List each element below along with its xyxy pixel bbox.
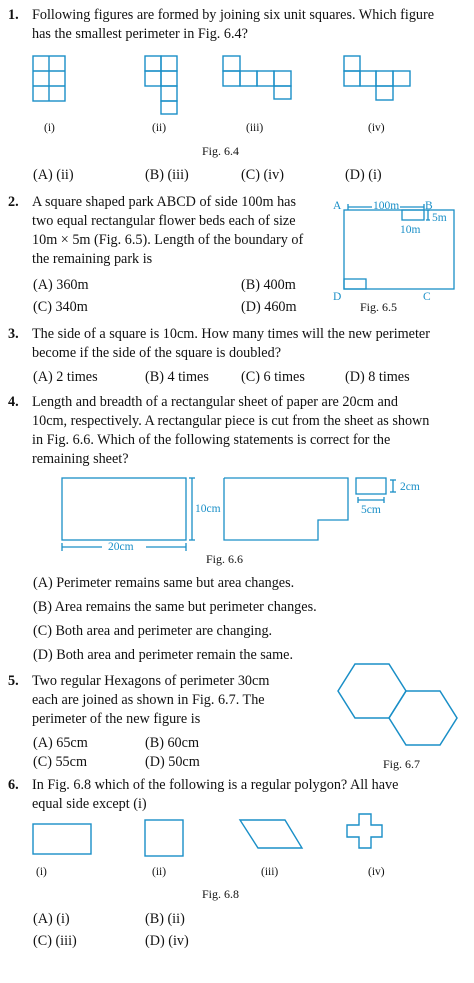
fig-6-4-caption: Fig. 6.4 [202,144,240,158]
fig-6-6-caption: Fig. 6.6 [206,552,244,566]
q4-line-3: in Fig. 6.6. Which of the following statements is correct for the [32,432,391,448]
q6-option-a[interactable]: (A) (i) [33,911,70,927]
q1-number: 1. [8,7,19,23]
q1-option-d[interactable]: (D) (i) [345,167,382,183]
q2-number: 2. [8,194,19,210]
fig-6-4-label-i: (i) [44,122,55,134]
q1-option-c[interactable]: (C) (iv) [241,167,284,183]
q3-number: 3. [8,326,19,342]
fig-6-4-iii [223,56,291,99]
fig-6-5-caption: Fig. 6.5 [360,300,398,314]
q5-line-2: each are joined as shown in Fig. 6.7. The [32,692,265,708]
fig-6-8-rectangle [33,824,91,854]
q1-line-1: Following figures are formed by joining six unit squares. Which figure [32,7,435,23]
fig-6-8-rhombus [240,820,302,848]
q5-number: 5. [8,673,19,689]
q6-number: 6. [8,777,19,793]
q4-line-1: Length and breadth of a rectangular sheet of paper are 20cm and [32,394,398,410]
q1-line-2: has the smallest perimeter in Fig. 6.4? [32,26,248,42]
fig-6-8 [0,810,474,860]
q4-option-b[interactable]: (B) Area remains the same but perimeter changes. [33,599,317,615]
fig-6-4-label-iii: (iii) [246,122,264,134]
fig-6-6-cut-height-label: 2cm [400,481,420,493]
q3-option-c[interactable]: (C) 6 times [241,369,305,385]
q2-line-1: A square shaped park ABCD of side 100m has [32,194,297,210]
fig-6-6-length-label: 20cm [108,541,134,553]
q2-line-2: two equal rectangular flower beds each of size [32,213,296,229]
q3-line-1: The side of a square is 10cm. How many times will the new perimeter [32,326,430,342]
q6-option-d[interactable]: (D) (iv) [145,933,189,949]
fig-6-8-square [145,820,183,856]
fig-6-7-caption: Fig. 6.7 [383,757,421,771]
fig-6-4-iv [344,56,410,100]
fig-6-5-bed-width: 10m [400,224,421,236]
fig-6-8-label-iii: (iii) [261,866,279,878]
q5-option-c[interactable]: (C) 55cm [33,754,87,770]
q2-line-3: 10m × 5m (Fig. 6.5). Length of the boundary of [32,232,304,248]
q5-line-3: perimeter of the new figure is [32,711,201,727]
fig-6-5-vertex-b: B [425,200,433,212]
fig-6-5-vertex-d: D [333,291,342,303]
fig-6-5 [330,198,474,318]
q2-option-d[interactable]: (D) 460m [241,299,297,315]
fig-6-4-label-ii: (ii) [152,122,167,134]
fig-6-6-cut-width-label: 5cm [361,504,381,516]
fig-6-8-caption: Fig. 6.8 [202,887,240,901]
q2-option-a[interactable]: (A) 360m [33,277,89,293]
fig-6-5-side-label: 100m [373,200,400,212]
q6-option-b[interactable]: (B) (ii) [145,911,185,927]
q5-option-b[interactable]: (B) 60cm [145,735,199,751]
fig-6-4-i [33,56,65,101]
fig-6-4-label-iv: (iv) [368,122,385,134]
q6-line-1: In Fig. 6.8 which of the following is a regular polygon? All have [32,777,399,793]
q4-line-2: 10cm, respectively. A rectangular piece is cut from the sheet as shown [32,413,430,429]
q2-line-4: the remaining park is [32,251,153,267]
q1-option-a[interactable]: (A) (ii) [33,167,74,183]
q2-option-b[interactable]: (B) 400m [241,277,296,293]
fig-6-5-vertex-a: A [333,200,342,212]
fig-6-8-label-i: (i) [36,866,47,878]
q6-option-c[interactable]: (C) (iii) [33,933,77,949]
q5-line-1: Two regular Hexagons of perimeter 30cm [32,673,270,689]
q2-option-c[interactable]: (C) 340m [33,299,88,315]
q3-option-b[interactable]: (B) 4 times [145,369,209,385]
fig-6-4-ii [145,56,177,114]
fig-6-8-label-iv: (iv) [368,866,385,878]
q6-line-2: equal side except (i) [32,796,147,812]
fig-6-5-bed-height: 5m [432,212,447,224]
fig-6-5-vertex-c: C [423,291,431,303]
fig-6-8-label-ii: (ii) [152,866,167,878]
q4-option-a[interactable]: (A) Perimeter remains same but area changes. [33,575,295,591]
fig-6-4 [0,50,474,120]
q3-option-d[interactable]: (D) 8 times [345,369,410,385]
q3-option-a[interactable]: (A) 2 times [33,369,98,385]
q5-option-d[interactable]: (D) 50cm [145,754,200,770]
q4-line-4: remaining sheet? [32,451,129,467]
q4-number: 4. [8,394,19,410]
fig-6-7 [330,660,474,756]
q4-option-d[interactable]: (D) Both area and perimeter remain the same. [33,647,293,663]
q1-option-b[interactable]: (B) (iii) [145,167,189,183]
q3-line-2: become if the side of the square is doubled? [32,345,281,361]
q5-option-a[interactable]: (A) 65cm [33,735,88,751]
q4-option-c[interactable]: (C) Both area and perimeter are changing. [33,623,273,639]
fig-6-8-cross [347,814,382,848]
fig-6-6-breadth-label: 10cm [195,503,221,515]
